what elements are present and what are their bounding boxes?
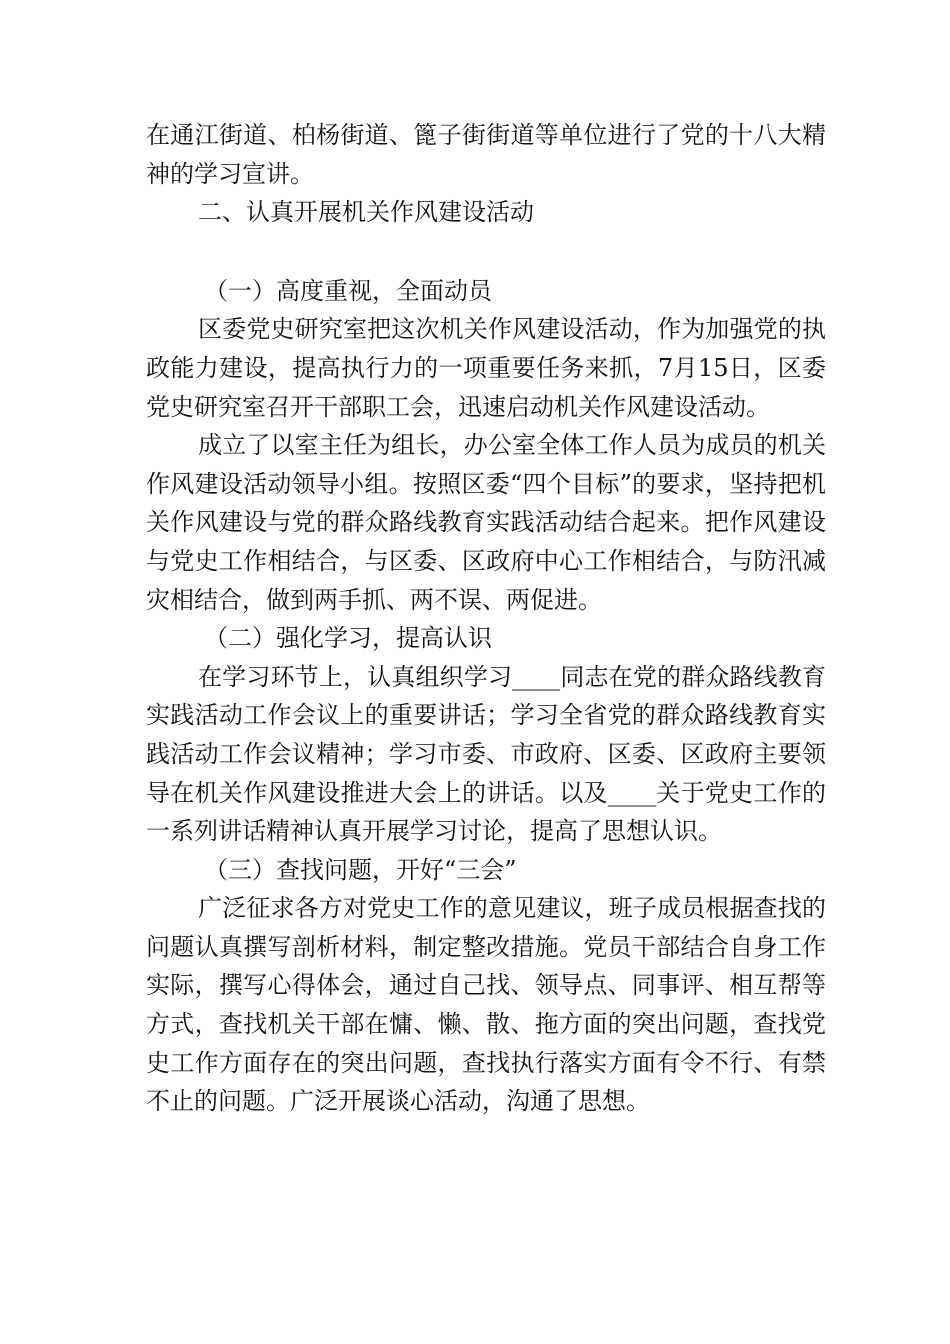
body-paragraph: 区委党史研究室把这次机关作风建设活动，作为加强党的执政能力建设，提高执行力的一项重要任务来抓，7月15日，区委党史研究室召开干部职工会，迅速启动机关作风建设活动。 [146, 315, 826, 421]
document-body [146, 116, 826, 1121]
body-paragraph: 在学习环节上，认真组织学习____同志在党的群众路线教育实践活动工作会议上的重要讲话；学习全省党的群众路线教育实践活动工作会议精神；学习市委、市政府、区委、区政府主要领导在机关作风建设推进大会上的讲话。以及____关于党史工作的一系列讲话精神认真开展学习讨论，提高了思想认识。 [146, 662, 826, 846]
subsection-heading: （二）强化学习，提高认识 [204, 624, 492, 653]
section-spacer [146, 232, 826, 272]
paragraph-intro-continuation: 在通江街道、柏杨街道、篦子街街道等单位进行了党的十八大精神的学习宣讲。 [146, 121, 826, 188]
body-paragraph: 成立了以室主任为组长，办公室全体工作人员为成员的机关作风建设活动领导小组。按照区委“四个目标”的要求，坚持把机关作风建设与党的群众路线教育实践活动结合起来。把作风建设与党史工作相结合，与区委、区政府中心工作相结合，与防汛减灾相结合，做到两手抓、两不误、两促进。 [146, 431, 826, 614]
subsection-heading: （一）高度重视，全面动员 [204, 276, 492, 305]
subsection-heading: （三）查找问题，开好“三会” [204, 855, 517, 884]
section-heading: 二、认真开展机关作风建设活动 [198, 198, 534, 227]
body-paragraph: 广泛征求各方对党史工作的意见建议，班子成员根据查找的问题认真撰写剖析材料，制定整改措施。党员干部结合自身工作实际，撰写心得体会，通过自己找、领导点、同事评、相互帮等方式，查找机关干部在慵、懒、散、拖方面的突出问题，查找党史工作方面存在的突出问题，查找执行落实方面有令不行、有禁不止的问题。广泛开展谈心活动，沟通了思想。 [146, 894, 826, 1116]
